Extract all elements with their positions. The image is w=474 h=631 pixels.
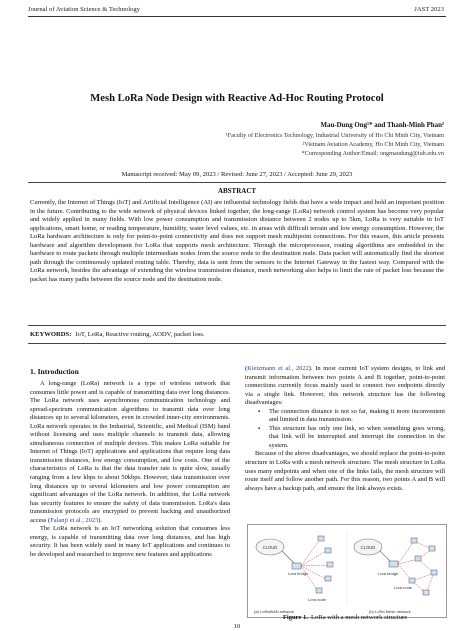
- paper-title: Mesh LoRa Node Design with Reactive Ad-Hoc Routing Protocol: [90, 93, 384, 104]
- figure-1-image: [247, 524, 447, 618]
- corresponding-author: *Corresponding Author/Email: ongmaudung@iuh.edu.vn: [301, 150, 444, 157]
- keywords-line: [30, 331, 444, 338]
- node-icon: [415, 556, 421, 561]
- node-icon: [409, 578, 415, 583]
- node-icon: [316, 588, 322, 593]
- journal-name: Journal of Aviation Science & Technology: [28, 6, 140, 13]
- node-icon: [318, 536, 324, 541]
- section-heading-introduction: 1. Introduction: [30, 367, 79, 376]
- node-icon: [325, 576, 331, 581]
- node-label: Lora node: [308, 597, 327, 602]
- keywords-label: KEYWORDS:: [30, 331, 72, 338]
- node-icon: [327, 562, 333, 567]
- citation-link[interactable]: Kietzmann et al., 2022: [247, 365, 309, 372]
- subcaption-b: (b) LoRa Mesh network: [369, 609, 411, 614]
- bridge-label: Lora bridge: [378, 571, 399, 576]
- lorawan-diagram: [254, 536, 333, 614]
- network-diagram: [248, 525, 446, 617]
- subcaption-a: (a) LoRaWAN network: [254, 609, 294, 614]
- affiliation-2: ²Vietnam Aviation Academy, Ho Chi Minh City, Vietnam: [302, 141, 444, 148]
- cloud-label: CLOUD: [262, 545, 278, 550]
- affiliation-1: ¹Faculty of Electronics Technology, Industrial University of Ho Chi Minh City, Vietnam: [225, 132, 444, 139]
- node-label: Lora node: [394, 585, 413, 590]
- figure-caption: [245, 614, 445, 621]
- page-number: 10: [233, 623, 241, 630]
- citation-link[interactable]: Falanji et al., 2023: [50, 516, 99, 524]
- node-icon: [325, 548, 331, 553]
- left-column: [30, 380, 230, 559]
- cloud-label: CLOUD: [360, 545, 376, 550]
- intro-paragraph-2: The LoRa network is an IoT networking solution that consumes less energy, is capable of transmitting data over long distances, and has high security. It has been widely used in many IoT applications and continues to be developed and researched to improve new features and applications: [30, 525, 230, 558]
- right-paragraph-1: (Kietzmann et al., 2022). In most current IoT system designs, to link and transmit information between two points A and B together, point-to-point connections currently focus mainly used to connect two endpoints directly via a single link. However, this network structure has the following disadvantages:: [245, 365, 445, 407]
- abstract-text: Currently, the Internet of Things (IoT) and Artificial Intelligence (AI) are influential technology fields that have a wide impact and hold an important position in the future. Contributing to the wide network of physical devices linked together, the long-range (LoRa) network control system has become very popular and widely applied in many fields. With low power consumption and transmission distance between 2 nodes up to 5km, LoRa is very suitable in IoT applications, smart home, or reading temperature, humidity, water level values, etc. in areas with difficult terrain and low energy consumption. However, the LoRa hardware architecture is only for point-to-point connectivity and does not support mesh multipoint connections. For this reason, this article presents hardware and algorithm development for LoRa that supports mesh architecture. Through the microprocessor, routing algorithms are embedded in the hardware to route packets through multiple intermediate nodes from the source node to the destination node. Data packet will automatically find the shortest path through the continuously updated routing table. Thereby, data is sent from the sensors to the Internet Gateway in the fastest way. Compared with the LoRa network, besides the advantage of extending the wireless transmission distance, mesh networking also helps to limit the rate of packet loss because the packet has many paths between the source node and the destination node.: [30, 199, 444, 283]
- node-icon: [411, 538, 417, 543]
- node-icon: [429, 546, 435, 551]
- router-icon: [389, 561, 398, 567]
- lora-mesh-diagram: [354, 538, 437, 614]
- divider-top: [28, 182, 446, 183]
- abstract-heading: ABSTRACT: [217, 187, 257, 195]
- divider-keywords: [28, 343, 446, 344]
- keywords-list: IoT, LoRa, Reactive routing, AODV, packet loss.: [75, 331, 205, 338]
- intro-paragraph-1: A long-range (LoRa) network is a type of wireless network that consumes little power and is capable of transmitting data over long distances. The LoRa network uses asynchronous communication technology and spread-spectrum communication algorithms to transmit data over long distances up to several kilometers, even in crowded inner-city environments. LoRa network operates in the Industrial, Scientific, and Medical (ISM) band without licensing and uses multiple channels to transmit data, allowing simultaneous connection of multiple devices. This makes LoRa suitable for Internet of Things (IoT) applications and applications that require long data transmission distances, low energy consumption, and low costs. One of the characteristics of LoRa is that the data transfer rate is quite slow, usually ranging from a few kbps to about 50kbps. However, data transmission over long distances up to several kilometers and low power consumption are significant advantages of the LoRa network. In addition, the LoRa network has security features to ensure the safety of data transmission. LoRa's data transmission protocols are encrypted to prevent hacking and unauthorized access (Falanji et al., 2023).: [30, 380, 230, 524]
- list-item: ▪ The connection distance is not so far, making it more inconvenient and limited in data transmission.: [269, 408, 445, 425]
- header-rule: [28, 16, 446, 17]
- node-icon: [431, 570, 437, 575]
- manuscript-dates: Manuscript received: May 09, 2023 / Revised: June 27, 2023 / Accepted: June 29, 2023: [121, 171, 353, 178]
- divider-abstract: [28, 325, 446, 326]
- right-paragraph-2: Because of the above disadvantages, we should replace the point-to-point structure in LoRa with a mesh network structure. The mesh structure in LoRa uses many endpoints and when one of the links fails, the mesh structure will route itself and follow another path. For this reason, two points A and B will always have a backup path, and ensure the link always exists.: [245, 450, 445, 492]
- author-list: Mau-Dung Ong¹* and Thanh-Minh Phan²: [320, 122, 444, 129]
- right-column: [245, 365, 445, 493]
- list-item: ▪ This structure has only one link, so when something goes wrong, that link will be interrupted and interrupt the connection in the system.: [269, 425, 445, 451]
- router-icon: [292, 563, 301, 569]
- disadvantage-list: [245, 408, 445, 451]
- node-icon: [423, 590, 429, 595]
- figure-caption-text: LoRa with a mesh network structure: [311, 614, 408, 621]
- bridge-label: Lora bridge: [288, 571, 309, 576]
- figure-caption-label: Figure 1.: [282, 614, 308, 621]
- issue-label: JAST 2023: [414, 6, 444, 13]
